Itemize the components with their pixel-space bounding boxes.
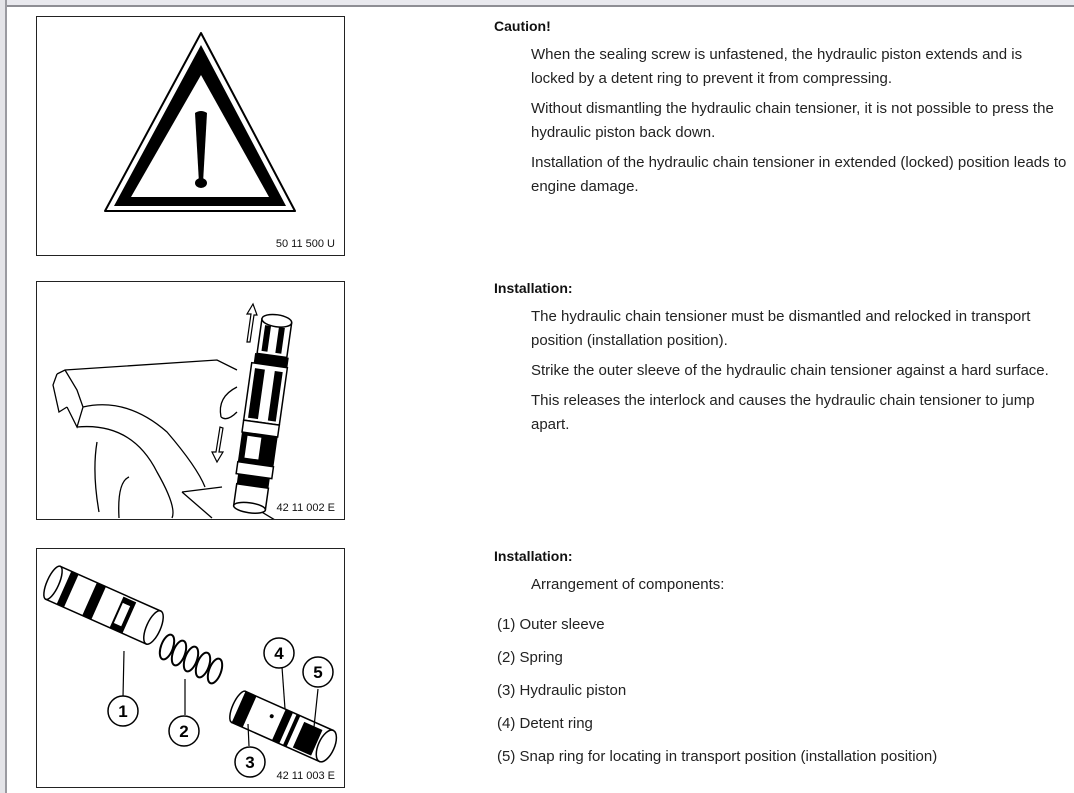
list-item: (2) Spring	[497, 649, 563, 666]
list-item: (1) Outer sleeve	[497, 616, 605, 633]
paragraph: When the sealing screw is unfastened, the hydraulic piston extends and is locked by a detent ring to prevent it from compressing.	[531, 46, 1023, 87]
paragraph: Without dismantling the hydraulic chain tensioner, it is not possible to press the hydraulic piston back down.	[531, 100, 1054, 141]
components-exploded-illustration	[37, 549, 344, 787]
callout-label-4: 4	[274, 644, 284, 663]
list-item: (3) Hydraulic piston	[497, 682, 627, 699]
tensioner-strike-illustration	[37, 282, 344, 519]
warning-triangle-icon	[37, 17, 344, 255]
figure-code: 50 11 500 U	[275, 238, 335, 250]
callout-label-3: 3	[245, 753, 255, 772]
components-list	[494, 613, 1069, 769]
window-left-border	[0, 0, 7, 793]
section-caution	[494, 17, 1069, 205]
callout-label-2: 2	[179, 722, 189, 741]
section-installation-2	[494, 547, 1069, 778]
paragraph: This releases the interlock and causes the hydraulic chain tensioner to jump apart.	[531, 392, 1035, 433]
figure-components	[36, 548, 345, 788]
list-item: (4) Detent ring	[497, 715, 593, 732]
figure-caution	[36, 16, 345, 256]
paragraph: Installation of the hydraulic chain tensioner in extended (locked) position leads to engine damage.	[531, 154, 1067, 195]
figure-strike-tensioner	[36, 281, 345, 520]
section-heading: Caution!	[494, 18, 551, 34]
section-heading: Installation:	[494, 548, 573, 564]
window-top-border	[0, 0, 1074, 7]
paragraph: Strike the outer sleeve of the hydraulic chain tensioner against a hard surface.	[531, 362, 1049, 379]
figure-code: 42 11 002 E	[276, 502, 335, 514]
callout-label-1: 1	[118, 702, 128, 721]
list-item: (5) Snap ring for locating in transport position (installation position)	[497, 748, 938, 765]
figure-code: 42 11 003 E	[276, 770, 335, 782]
section-heading: Installation:	[494, 280, 573, 296]
paragraph: Arrangement of components:	[531, 576, 725, 593]
callout-label-5: 5	[313, 663, 323, 682]
section-installation-1	[494, 279, 1069, 443]
paragraph: The hydraulic chain tensioner must be dismantled and relocked in transport position (installation position).	[531, 308, 1031, 349]
